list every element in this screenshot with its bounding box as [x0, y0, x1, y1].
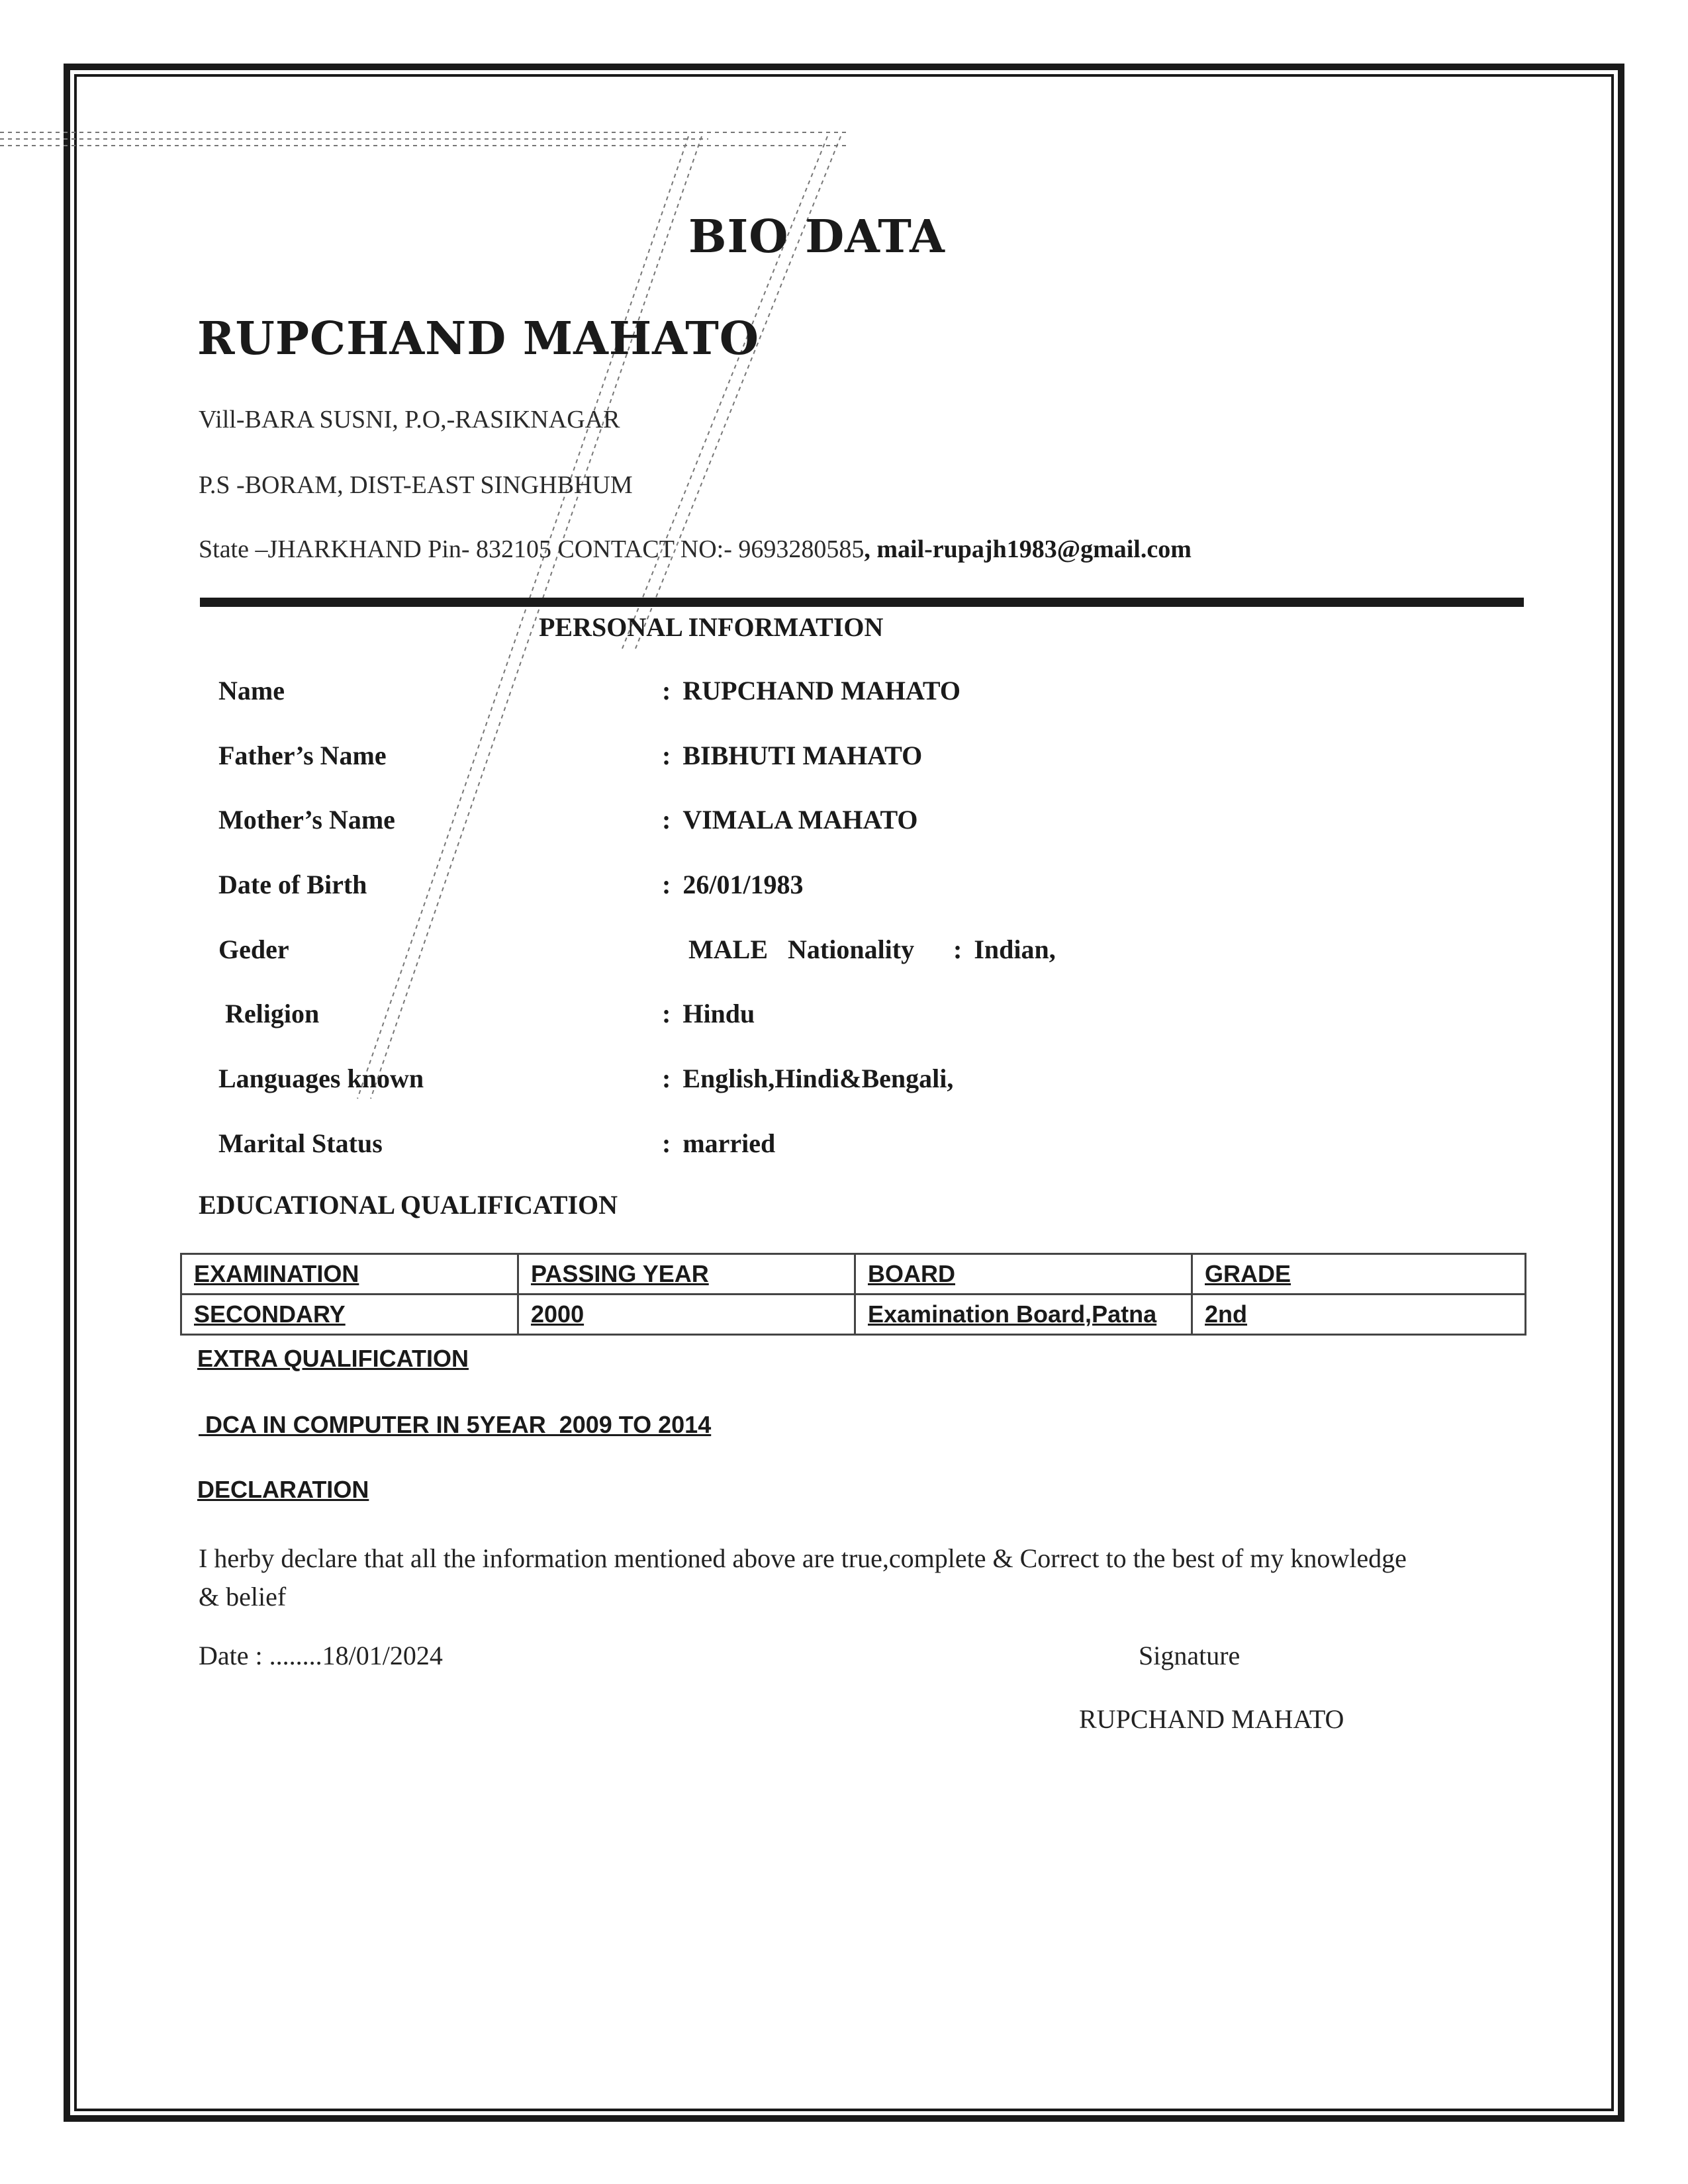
table-cell: 2000	[518, 1295, 855, 1335]
contact-text: State –JHARKHAND Pin- 832105 CONTACT NO:- 9693280585	[199, 535, 865, 563]
colon: :	[662, 870, 671, 899]
table-header-cell: BOARD	[855, 1254, 1192, 1295]
value-mother-name	[662, 804, 918, 835]
extra-qualification-item: DCA IN COMPUTER IN 5YEAR 2009 TO 2014	[199, 1411, 712, 1438]
value-name	[662, 675, 961, 706]
email-text: , mail-rupajh1983@gmail.com	[864, 535, 1192, 563]
table-cell: Examination Board,Patna	[855, 1295, 1192, 1335]
colon: :	[662, 676, 671, 705]
languages-value: English,Hindi&Bengali,	[682, 1064, 954, 1093]
label-name: Name	[218, 676, 285, 705]
dob-value: 26/01/1983	[682, 870, 804, 899]
table-header-cell: GRADE	[1192, 1254, 1526, 1295]
table-header-cell: PASSING YEAR	[518, 1254, 855, 1295]
nationality-value: Indian,	[974, 934, 1056, 964]
value-dob	[662, 869, 804, 900]
declaration-text: I herby declare that all the information mentioned above are true,complete & Correct to the best of my knowledge & belief	[199, 1543, 1407, 1612]
education-heading: EDUCATIONAL QUALIFICATION	[199, 1190, 618, 1220]
address-line-1: Vill-BARA SUSNI, P.O,-RASIKNAGAR	[199, 406, 620, 433]
colon: :	[662, 1064, 671, 1093]
table-header-cell: EXAMINATION	[181, 1254, 518, 1295]
address-line-2: P.S -BORAM, DIST-EAST SINGHBHUM	[199, 471, 633, 499]
marital-value: married	[682, 1128, 776, 1158]
personal-info-heading: PERSONAL INFORMATION	[539, 612, 884, 642]
table-header-row	[181, 1254, 1526, 1295]
label-father-name: Father’s Name	[218, 741, 387, 770]
header-divider	[200, 598, 1524, 607]
table-cell: 2nd	[1192, 1295, 1526, 1335]
label-dob: Date of Birth	[218, 870, 367, 899]
value-gender: MALE	[688, 934, 768, 964]
label-religion: Religion	[225, 999, 320, 1028]
applicant-name-heading: RUPCHAND MAHATO	[197, 312, 760, 365]
father-value: BIBHUTI MAHATO	[682, 741, 923, 770]
colon: :	[662, 999, 671, 1028]
name-value: RUPCHAND MAHATO	[682, 676, 961, 705]
extra-qualification-heading: EXTRA QUALIFICATION	[197, 1345, 469, 1372]
colon: :	[662, 1128, 671, 1158]
qualification-table	[180, 1253, 1526, 1336]
value-nationality	[953, 934, 1056, 965]
declaration-heading: DECLARATION	[197, 1476, 369, 1503]
table-cell: SECONDARY	[181, 1295, 518, 1335]
label-gender: Geder	[218, 934, 289, 964]
label-languages: Languages known	[218, 1064, 424, 1093]
document-title: BIO DATA	[688, 210, 945, 263]
value-father-name	[662, 740, 922, 771]
colon: :	[953, 934, 962, 964]
signature-name: RUPCHAND MAHATO	[1079, 1704, 1344, 1734]
label-mother-name: Mother’s Name	[218, 805, 395, 835]
label-nationality: Nationality	[788, 934, 915, 964]
value-languages	[662, 1063, 953, 1094]
signature-label: Signature	[1139, 1641, 1241, 1670]
label-marital-status: Marital Status	[218, 1128, 383, 1158]
mother-value: VIMALA MAHATO	[682, 805, 918, 835]
colon: :	[662, 741, 671, 770]
value-religion	[662, 998, 755, 1029]
declaration-date: Date : ........18/01/2024	[199, 1641, 443, 1670]
value-marital-status	[662, 1128, 775, 1159]
colon: :	[662, 805, 671, 835]
address-line-3	[199, 535, 1192, 564]
table-row	[181, 1295, 1526, 1335]
religion-value: Hindu	[682, 999, 755, 1028]
